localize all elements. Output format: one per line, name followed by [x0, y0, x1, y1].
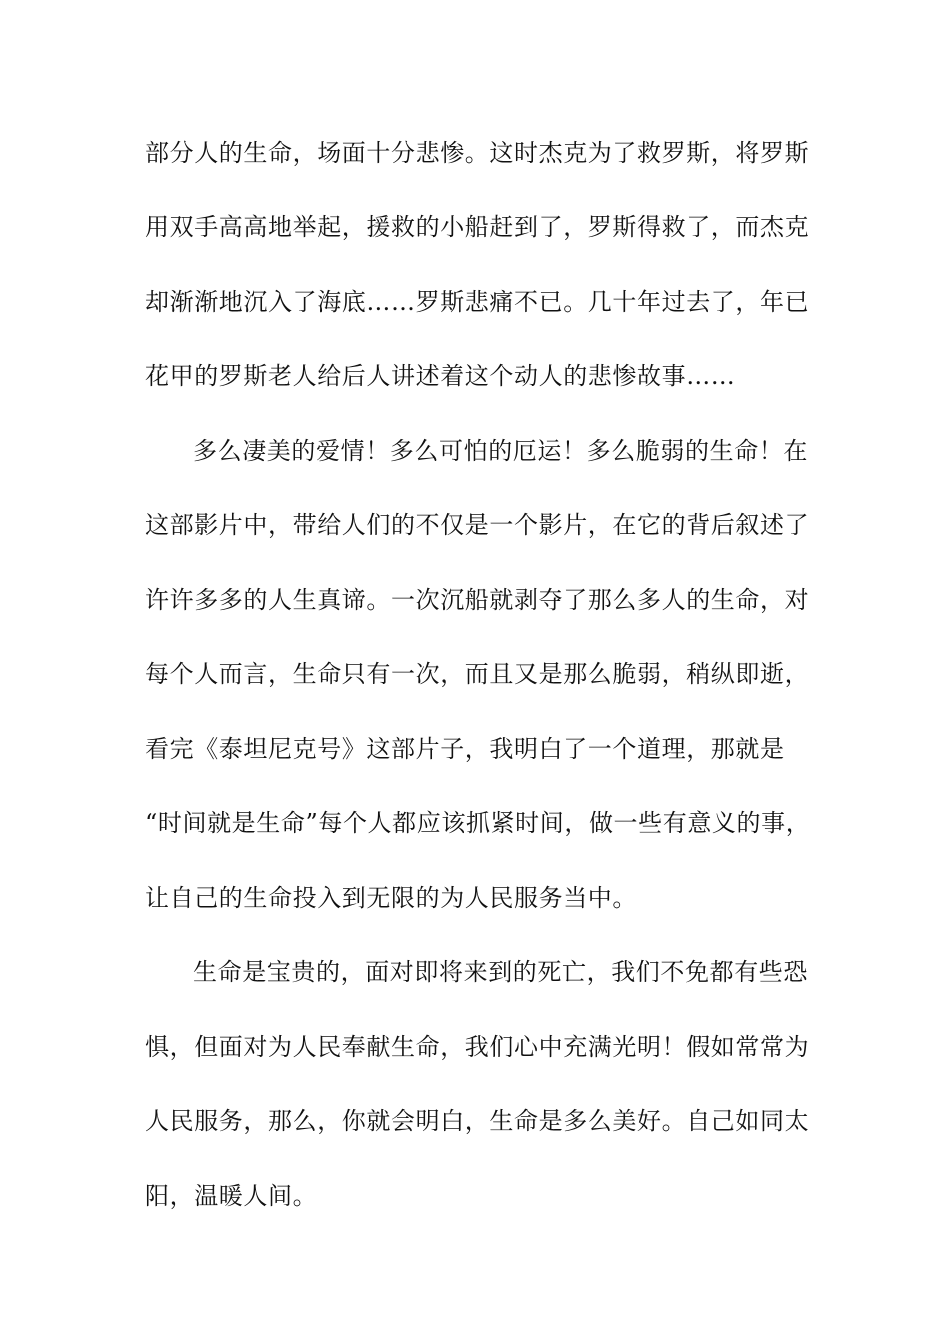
text-line: 用双手高高地举起，援救的小船赶到了，罗斯得救了，而杰克 [145, 213, 810, 241]
text-line: 许许多多的人生真谛。一次沉船就剥夺了那么多人的生命，对 [145, 586, 810, 614]
text-line: 惧，但面对为人民奉献生命，我们心中充满光明！假如常常为 [145, 1033, 810, 1061]
text-line: 花甲的罗斯老人给后人讲述着这个动人的悲惨故事…… [145, 362, 736, 390]
text-line: 部分人的生命，场面十分悲惨。这时杰克为了救罗斯，将罗斯 [145, 139, 810, 167]
text-line: 却渐渐地沉入了海底……罗斯悲痛不已。几十年过去了，年已 [145, 288, 810, 316]
paragraph-first-line: 生命是宝贵的，面对即将来到的死亡，我们不免都有些恐 [193, 958, 808, 986]
text-line: 每个人而言，生命只有一次，而且又是那么脆弱，稍纵即逝， [145, 660, 810, 688]
text-line: “时间就是生命”每个人都应该抓紧时间，做一些有意义的事， [145, 809, 811, 837]
text-line: 阳，温暖人间。 [145, 1182, 318, 1210]
text-line: 看完《泰坦尼克号》这部片子，我明白了一个道理，那就是 [145, 735, 785, 763]
text-line: 这部影片中，带给人们的不仅是一个影片，在它的背后叙述了 [145, 511, 810, 539]
paragraph-first-line: 多么凄美的爱情！多么可怕的厄运！多么脆弱的生命！在 [193, 437, 808, 465]
text-line: 人民服务，那么，你就会明白，生命是多么美好。自己如同太 [145, 1107, 810, 1135]
text-line: 让自己的生命投入到无限的为人民服务当中。 [145, 884, 637, 912]
